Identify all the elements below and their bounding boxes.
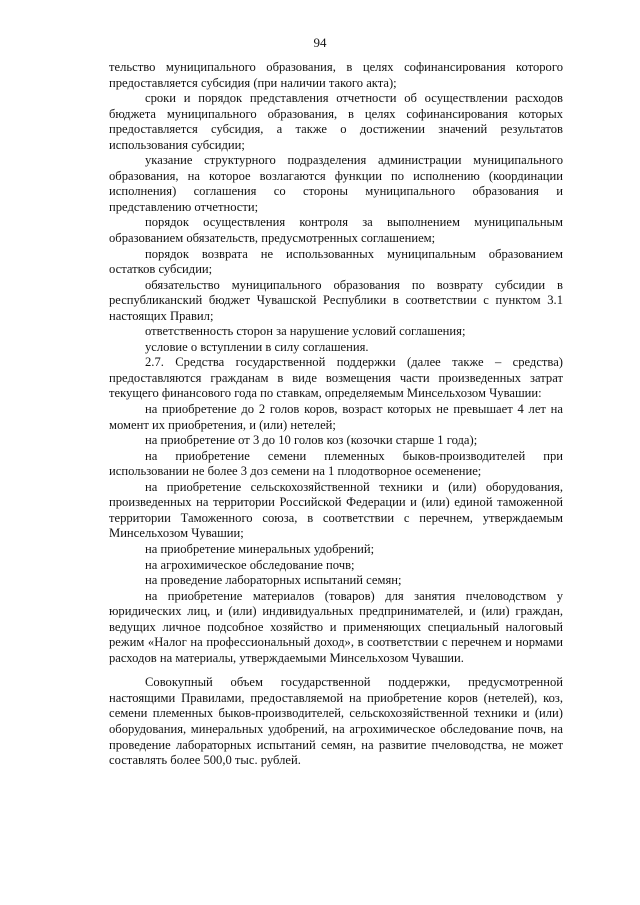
page-number: 94 xyxy=(313,35,327,50)
paragraph-seed-testing: на проведение лабораторных испытаний семян; xyxy=(145,573,402,588)
paragraph-continuation: тельство муниципального образования, в целях софинансирования которого предоставляется субсидия (при наличии такого акта); xyxy=(109,60,563,90)
paragraph-return-obligation: обязательство муниципального образования по возврату субсидии в республиканский бюджет Чувашской Республики в соответствии с пунктом 3.1 настоящих Правил; xyxy=(109,277,563,323)
paragraph-goats: на приобретение от 3 до 10 голов коз (козочки старше 1 года); xyxy=(145,433,478,448)
paragraph-cows: на приобретение до 2 голов коров, возраст которых не превышает 4 лет на момент их приобретения, и (или) нетелей; xyxy=(109,402,563,432)
paragraph-section-2-7: 2.7. Средства государственной поддержки (далее также – средства) предоставляются гражданам в виде возмещения части произведенных затрат текущего финансового года по ставкам, определяемым Минсельхозом Чувашии: xyxy=(109,355,563,401)
paragraph-bull-semen: на приобретение семени племенных быков-производителей при использовании не более 3 доз семени на 1 плодотворное осеменение; xyxy=(109,448,563,479)
paragraph-soil-survey: на агрохимическое обследование почв; xyxy=(145,557,355,572)
paragraph-machinery: на приобретение сельскохозяйственной техники и (или) оборудования, произведенных на территории Российской Федерации и (или) единой таможенной территории Таможенного союза, в соответствии с перечнем, утверждаемым Минсельхозом Чувашии; xyxy=(109,479,563,541)
paragraph-entry-into-force: условие о вступлении в силу соглашения. xyxy=(145,339,369,354)
paragraph-beekeeping: на приобретение материалов (товаров) для занятия пчеловодством у юридических лиц, и (или) индивидуальных предпринимателей, и (или) граждан, ведущих личное подсобное хозяйство и применяющих специальный налоговый режим «Налог на профессиональный доход», в соответствии с перечнем и нормами расходов на материалы, утверждаемыми Минсельхозом Чувашии. xyxy=(109,588,563,665)
paragraph-reporting-terms: сроки и порядок представления отчетности об осуществлении расходов бюджета муниципального образования, в целях софинансирования которых предоставляется субсидия, а также о достижении значений результатов использования субсидии; xyxy=(109,91,563,152)
paragraph-responsible-unit: указание структурного подразделения администрации муниципального образования, на которое возлагаются функции по исполнению (координации исполнения) соглашения со стороны муниципального образования и представлению отчетности; xyxy=(109,153,563,214)
paragraph-responsibility: ответственность сторон за нарушение условий соглашения; xyxy=(145,324,466,339)
document-body xyxy=(109,60,563,769)
paragraph-fertilizers: на приобретение минеральных удобрений; xyxy=(145,541,375,556)
paragraph-return-procedure: порядок возврата не использованных муниципальным образованием остатков субсидии; xyxy=(109,246,563,277)
paragraph-control-procedure: порядок осуществления контроля за выполнением муниципальным образованием обязательств, предусмотренных соглашением; xyxy=(109,215,563,246)
paragraph-total-support: Совокупный объем государственной поддержки, предусмотренной настоящими Правилами, предоставляемой на приобретение коров (нетелей), коз, семени племенных быков-производителей, сельскохозяйственной техники и (или) оборудования, минеральных удобрений, на агрохимическое обследование почв, на проведение лабораторных испытаний семян, на развитие пчеловодства, не может составлять более 500,0 тыс. рублей. xyxy=(109,675,563,768)
